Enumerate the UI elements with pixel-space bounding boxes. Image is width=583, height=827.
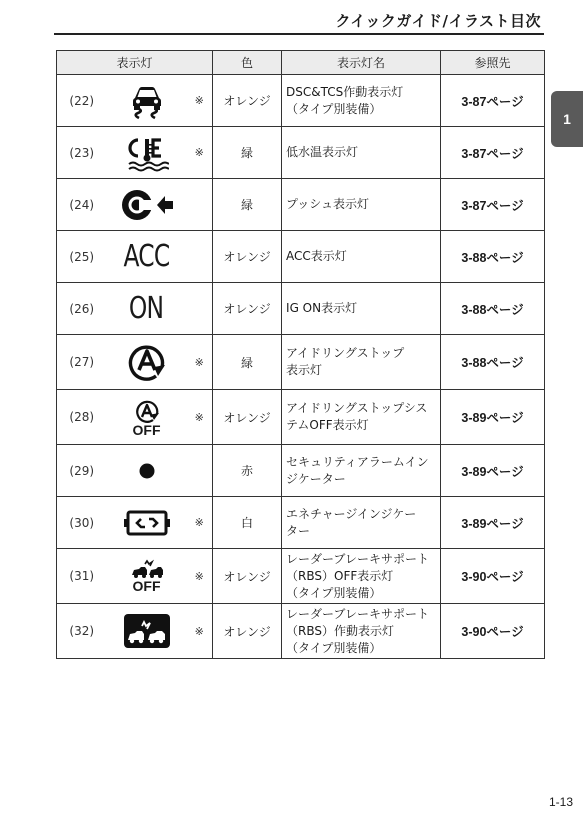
header-indicator: 表示灯 [57,51,213,75]
footnote-mark [187,231,213,283]
low-coolant-temp-icon [107,127,187,179]
indicator-name [282,127,441,179]
rbs-off-icon [107,549,187,604]
indicator-name-line: ACC表示灯 [286,249,347,263]
indicator-color: 緑 [213,127,282,179]
indicator-color: 緑 [213,179,282,231]
indicator-color: オレンジ [213,231,282,283]
indicator-name-line: （RBS）OFF表示灯 [286,568,394,583]
acc-icon-text: ACC [123,239,170,274]
page-reference-link[interactable]: 3-89ページ [441,390,545,445]
indicator-name-line: エネチャージインジケー [286,506,417,521]
page-header-title: クイックガイド/イラスト目次 [335,12,541,30]
indicator-name-line: （RBS）作動表示灯 [286,623,395,638]
page-reference-link[interactable]: 3-88ページ [441,231,545,283]
energy-charge-icon [107,497,187,549]
indicator-color: オレンジ [213,604,282,659]
table-row [57,75,545,127]
indicator-name [282,231,441,283]
page-reference-link[interactable]: 3-89ページ [441,445,545,497]
off-label: OFF [132,578,161,594]
indicator-name-line: 表示灯 [286,363,323,377]
page-reference-link[interactable]: 3-90ページ [441,604,545,659]
indicator-name [282,497,441,549]
page-reference-link[interactable]: 3-88ページ [441,283,545,335]
indicator-color: 白 [213,497,282,549]
off-label: OFF [132,421,161,438]
dsc-tcs-skid-icon [107,75,187,127]
row-number: (32) [57,604,107,659]
indicator-name-line: セキュリティアラームイン [286,454,429,469]
header-rule [54,33,544,35]
page-reference-link[interactable]: 3-87ページ [441,127,545,179]
indicator-name [282,549,441,604]
footnote-mark [187,445,213,497]
page-reference-link[interactable]: 3-87ページ [441,179,545,231]
footnote-mark: ※ [187,604,213,659]
table-header-row [57,51,545,75]
indicator-color: オレンジ [213,549,282,604]
row-number: (29) [57,445,107,497]
indicator-name-line: レーダーブレーキサポート [286,606,429,621]
page-reference-link[interactable]: 3-87ページ [441,75,545,127]
table-row [57,604,545,659]
table-row [57,231,545,283]
table-row [57,497,545,549]
security-dot-icon [107,445,187,497]
idling-stop-off-icon [107,390,187,445]
row-number: (31) [57,549,107,604]
indicator-name-line: IG ON表示灯 [286,301,358,315]
indicator-color: 赤 [213,445,282,497]
page-reference-link[interactable]: 3-88ページ [441,335,545,390]
table-row [57,335,545,390]
header-ref: 参照先 [441,51,545,75]
footnote-mark: ※ [187,390,213,445]
table-row [57,390,545,445]
indicator-name-line: （タイプ別装備） [286,101,382,116]
row-number: (24) [57,179,107,231]
header-name: 表示灯名 [282,51,441,75]
row-number: (25) [57,231,107,283]
indicator-table [56,50,545,659]
page-reference-link[interactable]: 3-90ページ [441,549,545,604]
indicator-name [282,604,441,659]
footnote-mark: ※ [187,497,213,549]
ig-on-icon-text: ON [129,291,164,326]
indicator-color: オレンジ [213,75,282,127]
indicator-name [282,445,441,497]
rbs-active-icon [107,604,187,659]
indicator-name-line: プッシュ表示灯 [286,197,369,211]
table-row [57,127,545,179]
indicator-name-line: テムOFF表示灯 [286,418,369,432]
row-number: (22) [57,75,107,127]
indicator-color: オレンジ [213,283,282,335]
footnote-mark: ※ [187,549,213,604]
indicator-name-line: （タイプ別装備） [286,585,382,600]
indicator-name [282,390,441,445]
row-number: (23) [57,127,107,179]
indicator-color: オレンジ [213,390,282,445]
ig-on-icon [107,283,187,335]
indicator-name-line: レーダーブレーキサポート [286,551,429,566]
row-number: (27) [57,335,107,390]
indicator-name-line: （タイプ別装備） [286,640,382,655]
table-row [57,283,545,335]
footnote-mark: ※ [187,335,213,390]
idling-stop-icon [107,335,187,390]
indicator-name [282,283,441,335]
page-reference-link[interactable]: 3-89ページ [441,497,545,549]
indicator-name-line: ジケーター [286,471,346,486]
table-row [57,445,545,497]
indicator-name [282,335,441,390]
footnote-mark [187,179,213,231]
indicator-color: 緑 [213,335,282,390]
acc-icon [107,231,187,283]
indicator-name [282,179,441,231]
row-number: (26) [57,283,107,335]
indicator-name-line: 低水温表示灯 [286,145,359,159]
indicator-name [282,75,441,127]
push-icon [107,179,187,231]
footnote-mark [187,283,213,335]
row-number: (28) [57,390,107,445]
table-row [57,179,545,231]
chapter-tab[interactable]: 1 [551,91,583,147]
footnote-mark: ※ [187,127,213,179]
indicator-name-line: ター [286,523,311,538]
indicator-name-line: アイドリングストップ [286,346,405,360]
page-number: 1-13 [548,795,573,809]
indicator-name-line: アイドリングストップシス [286,401,428,415]
indicator-name-line: DSC&TCS作動表示灯 [286,84,404,99]
footnote-mark: ※ [187,75,213,127]
table-row [57,549,545,604]
row-number: (30) [57,497,107,549]
header-color: 色 [213,51,282,75]
